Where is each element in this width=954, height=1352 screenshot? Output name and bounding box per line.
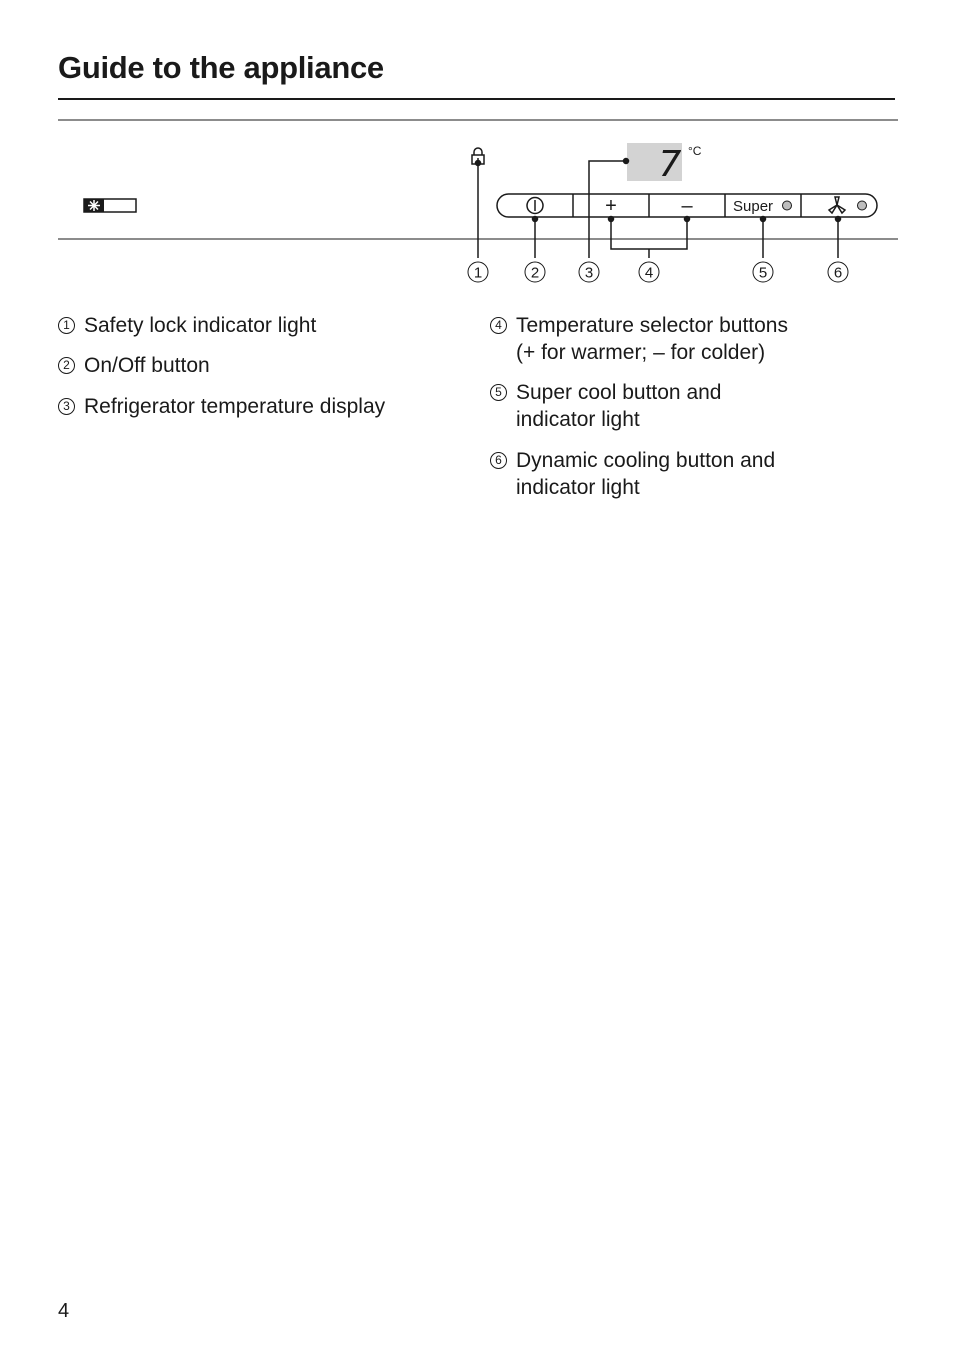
legend-text: Dynamic cooling button and: [516, 449, 776, 472]
title-divider: [58, 98, 895, 100]
legend-number: 6: [490, 452, 507, 469]
legend-text: (+ for warmer; – for colder): [516, 341, 766, 364]
page-title: Guide to the appliance: [58, 50, 384, 85]
callout-4: 4: [644, 264, 654, 282]
page-number: 4: [58, 1300, 70, 1322]
legend-text: indicator light: [516, 408, 640, 431]
callout-2: 2: [530, 264, 540, 282]
legend-text: Temperature selector buttons: [516, 314, 788, 337]
control-panel-diagram: [0, 110, 954, 290]
super-indicator-light: [783, 201, 792, 210]
legend-text: indicator light: [516, 476, 640, 499]
minus-button[interactable]: –: [681, 195, 693, 217]
callout-3: 3: [584, 264, 594, 282]
plus-button[interactable]: +: [605, 195, 617, 217]
callout-6: 6: [833, 264, 843, 282]
legend-text: Safety lock indicator light: [84, 314, 317, 337]
legend-number: 3: [58, 398, 75, 415]
temperature-display-value: 7: [658, 144, 682, 185]
callout-1: 1: [473, 264, 483, 282]
super-button[interactable]: Super: [733, 198, 774, 215]
legend-text: Refrigerator temperature display: [84, 395, 386, 418]
legend-text: Super cool button and: [516, 381, 722, 404]
legend-number: 2: [58, 357, 75, 374]
legend-number: 4: [490, 317, 507, 334]
freezer-icon: [84, 199, 136, 212]
temperature-unit: °C: [688, 144, 702, 158]
legend-text: On/Off button: [84, 354, 210, 377]
callout-5: 5: [758, 264, 768, 282]
dynamic-cooling-indicator-light: [858, 201, 867, 210]
legend-number: 5: [490, 384, 507, 401]
legend-number: 1: [58, 317, 75, 334]
